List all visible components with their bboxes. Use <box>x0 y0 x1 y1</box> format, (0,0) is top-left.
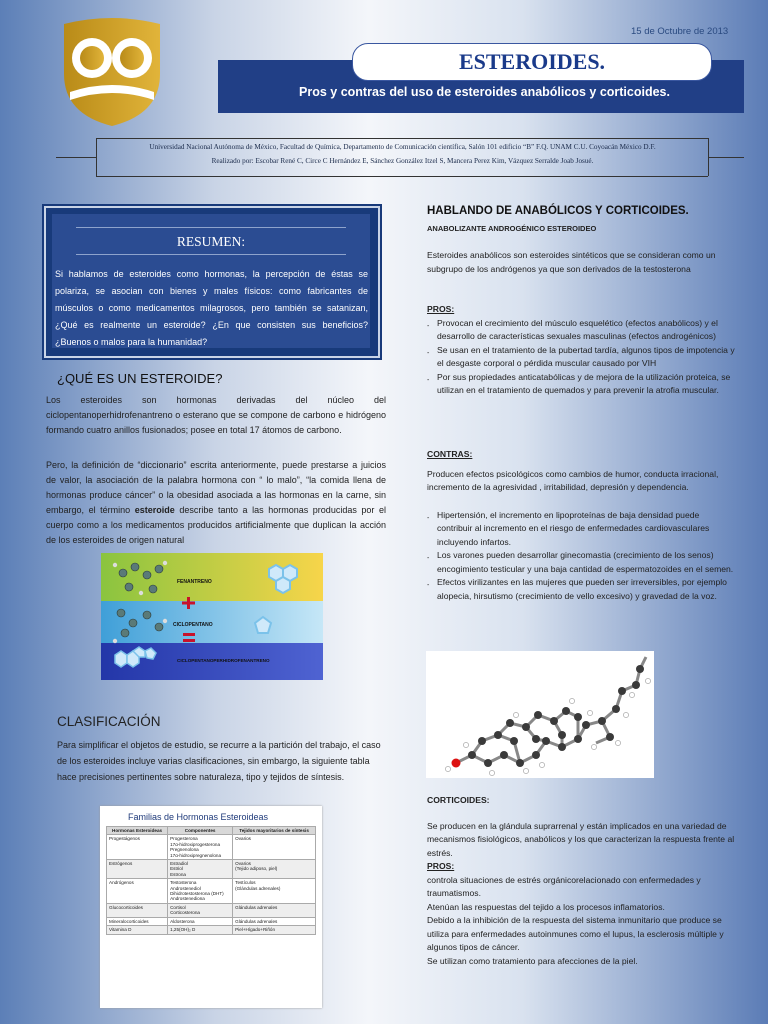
divider <box>96 176 708 177</box>
list-item: - Los varones pueden desarrollar ginecomastia (crecimiento de los senos) encogimiento testicular y una baja cantidad de espermatozoides en el semen. <box>427 549 737 576</box>
table-cell: Mineralocorticoides <box>107 917 168 925</box>
text-span: Pero, la definición de “diccionario” escrita anteriormente, puede prestarse a juicios de valor, la asociación de la palabra hormona con “ lo malo”, “la comida llena de hormonas produce cáncer” o la obesidad asociada a las hormonas en la carne, sin embargo, el término <box>46 460 386 515</box>
table-cell: Progestágenos <box>107 835 168 860</box>
table-cell: Ovarios (Tejido adiposo, piel) <box>233 860 316 879</box>
table-row <box>107 926 316 934</box>
table-title: Familias de Hormonas Esteroideas <box>128 812 269 822</box>
hormone-table <box>106 826 316 935</box>
divider <box>96 138 708 139</box>
pros-label: PROS: <box>427 304 455 314</box>
list-item: - Provocan el crecimiento del músculo esquelético (efectos anabólicos) y el desarrollo de características sexuales masculinas (efectos androgénicos) <box>427 317 737 344</box>
table-cell: Testosterona Androstenediol Dihidrotestosterona (DHT) Androstenediona <box>168 879 233 904</box>
divider <box>76 254 346 255</box>
resumen-title: RESUMEN: <box>176 234 246 249</box>
contras-intro: Producen efectos psicológicos como cambios de humor, conducta irracional, incremento de la agresividad , irritabilidad, depresión y dependencia. <box>427 468 719 492</box>
section-title-hablando: HABLANDO DE ANABÓLICOS Y CORTICOIDES. <box>427 205 689 217</box>
page-title: ESTEROIDES. <box>352 43 712 81</box>
table-cell: Ovarios <box>233 835 316 860</box>
que-es-paragraph-1: Los esteroides son hormonas derivadas del núcleo del ciclopentanoperhidrofenantreno o esterano que se compone de carbono e hidrógeno formando cuatro anillos fusionados; posee en total 17 átomos de carbono. <box>46 395 386 435</box>
section-title-clasificacion: CLASIFICACIÓN <box>57 714 161 729</box>
table-cell: Estradiol Estriol Estrona <box>168 860 233 879</box>
affiliation-line: Universidad Nacional Autónoma de México, Facultad de Química, Departamento de Comunicación científica, Salón 101 edificio “B” F.Q. UNAM C.U. Coyoacán México D.F. <box>149 143 656 151</box>
steroid-structure-image <box>101 553 323 680</box>
list-item: controla situaciones de estrés orgánicorelacionado con enfermedades y traumatismos. <box>427 874 701 898</box>
table-cell: Andrógenos <box>107 879 168 904</box>
list-item: - Efectos virilizantes en las mujeres que pueden ser irreversibles, por ejemplo alopecia, hirsutismo (crecimiento de vello excesivo) y gravedad de la voz. <box>427 576 737 603</box>
corticoides-pros-label: PROS: <box>427 861 455 871</box>
corticoides-intro: Se producen en la glándula suprarrenal y están implicados en una variedad de mecanismos fisiológicos, anabólicos y los que caracterizan la respuesta frente al estrés. <box>427 820 735 858</box>
resumen-text: Si hablamos de esteroides como hormonas, la percepción de éstas se polariza, se asocian con bienes y males físicos: como fabricantes de músculos o como medicamentos milagrosos, pero también se satanizan, ¿Qué es realmente un esteroide? ¿En que consisten sus beneficios? ¿Buenos o malos para la humanidad? <box>55 269 368 347</box>
contras-block <box>427 448 737 603</box>
table-row <box>107 917 316 925</box>
table-cell: 1,25(OH)₂ D <box>168 926 233 934</box>
table-row <box>107 860 316 879</box>
corticoides-block <box>427 794 737 968</box>
table-cell: Glándulas adrenales <box>233 903 316 917</box>
section-title-que-es: ¿QUÉ ES UN ESTEROIDE? <box>57 371 223 386</box>
molecule-3d-image <box>426 651 654 778</box>
list-item: - Se usan en el tratamiento de la pubertad tardía, algunos tipos de impotencia y el desgaste corporal o pérdida muscular causado por VIH <box>427 344 737 371</box>
table-cell: Vitamina D <box>107 926 168 934</box>
table-header: Hormonas Esteroideas <box>107 827 168 835</box>
que-es-paragraph-2 <box>46 458 386 548</box>
clasificacion-text: Para simplificar el objetos de estudio, se recurre a la partición del trabajo, el caso de los esteroides incluye varias clasificaciones, sin embargo, la siguiente tabla hace precisiones pertinentes sobre naturaleza, tipo y tejidos de síntesis. <box>57 740 381 782</box>
poster-date: 15 de Octubre de 2013 <box>631 26 729 37</box>
table-cell: Estrógenos <box>107 860 168 879</box>
fenantreno-label: FENANTRENO <box>177 579 212 585</box>
list-item: Debido a la inhibición de la respuesta del sistema inmunitario que produce se utiliza para enfermedades autoinmunes como el lupus, la esclerosis múltiple y algunos tipos de cáncer. <box>427 915 724 952</box>
table-cell: Glándulas adrenales <box>233 917 316 925</box>
table-cell: Piel+Hígado+Riñón <box>233 926 316 934</box>
table-header: Componentes <box>168 827 233 835</box>
divider <box>96 138 97 176</box>
table-cell: Testículos (Glándulas adrenales) <box>233 879 316 904</box>
contras-label: CONTRAS: <box>427 449 473 459</box>
table-cell: Aldosterona <box>168 917 233 925</box>
table-row <box>107 835 316 860</box>
table-cell: Cortisol Corticosterona <box>168 903 233 917</box>
table-header: Tejidos mayoritarios de síntesis <box>233 827 316 835</box>
divider <box>76 227 346 228</box>
list-item: - Hipertensión, el incremento en lipoproteínas de baja densidad puede contribuir al incremento en el riesgo de enfermedades cardiovasculares incluyendo infartos. <box>427 509 737 550</box>
table-cell: Glucocorticoides <box>107 903 168 917</box>
ciclopentano-label: CICLOPENTANO <box>173 622 213 628</box>
pros-block <box>427 303 737 398</box>
table-cell: Progesterona 17α-hidroxiprogesterona Pregnenolona 17α-hidroxipregnenolona <box>168 835 233 860</box>
table-row <box>107 903 316 917</box>
list-item: Se utilizan como tratamiento para afecciones de la piel. <box>427 955 638 966</box>
text-span-bold: esteroide <box>134 505 175 515</box>
corticoides-title: CORTICOIDES: <box>427 795 490 805</box>
hormone-families-table-image <box>100 806 322 1008</box>
text-span: describe tanto a las hormonas producidas por el cuerpo como a los medicamentos producidos artificialmente que duplican la acción de los esteroides de origen natural <box>46 505 386 545</box>
table-row <box>107 879 316 904</box>
unam-logo <box>56 14 168 126</box>
page-subtitle: Pros y contras del uso de esteroides anabólicos y corticoides. <box>299 85 670 99</box>
anabolicos-intro: Esteroides anabólicos son esteroides sintéticos que se consideran como un subgrupo de los andrógenos ya que son derivados de la testosterona <box>427 250 716 274</box>
section-subtitle-anabolizante: ANABOLIZANTE ANDROGÉNICO ESTEROIDEO <box>427 224 597 233</box>
authors-line: Realizado por: Escobar René C, Circe C Hernández E, Sánchez González Itzel S, Mancera Perez Kim, Vázquez Serralde Joab Josué. <box>211 157 594 165</box>
list-item: Atenúan las respuestas del tejido a los procesos inflamatorios. <box>427 901 665 912</box>
divider <box>708 157 744 158</box>
affiliation <box>100 140 705 168</box>
divider <box>56 157 96 158</box>
ciclopentanoperhidrofenantreno-label: CICLOPENTANOPERHIDROFENANTRENO <box>177 658 270 663</box>
list-item: - Por sus propiedades anticatabólicas y de mejora de la utilización proteica, se utilizan en el tratamiento de quemados y para prevenir la atrofia muscular. <box>427 371 737 398</box>
